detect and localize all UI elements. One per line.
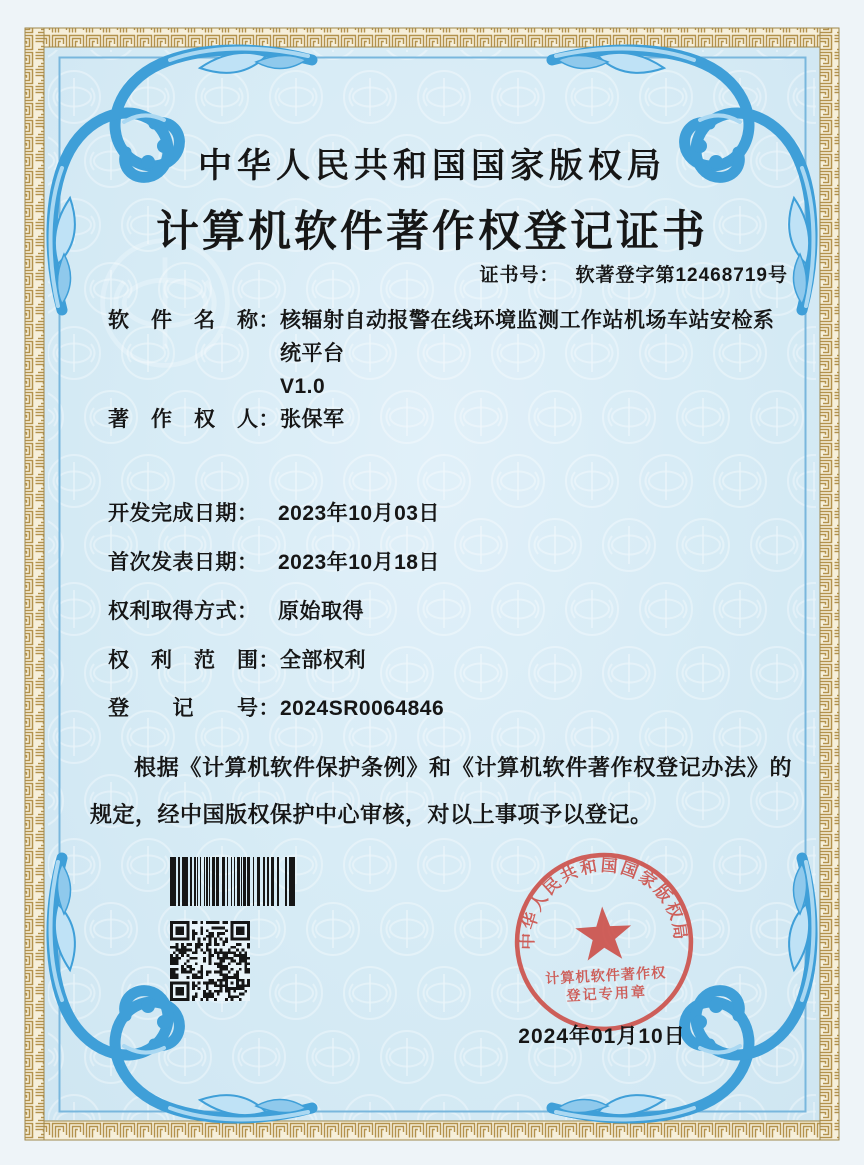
seal-ring-text: 中华人民共和国国家版权局 (518, 855, 691, 950)
field-value: 2023年10月03日 (278, 502, 440, 525)
field-label: 著 作 权 人： (108, 408, 280, 431)
field-value-version: V1.0 (280, 375, 326, 398)
field-label: 软 件 名 称： (108, 309, 280, 332)
barcode-bar (289, 857, 295, 906)
field-copyright-owner (108, 403, 345, 436)
field-value: 张保军 (280, 408, 345, 431)
field-label: 首次发表日期： (108, 551, 259, 574)
field-value: 原始取得 (278, 600, 364, 623)
field-first-publish-date (108, 546, 440, 579)
field-rights-acquisition (108, 595, 364, 628)
field-label: 权利取得方式： (108, 600, 259, 623)
seal-star-icon (574, 905, 633, 961)
certificate-title: 计算机软件著作权登记证书 (156, 208, 708, 256)
field-value-line2: 统平台 (280, 342, 345, 365)
field-dev-complete-date (108, 497, 440, 530)
field-label: 权 利 范 围： (108, 649, 280, 672)
field-value: 核辐射自动报警在线环境监测工作站机场车站安检系 (280, 309, 775, 332)
field-label: 开发完成日期： (108, 502, 259, 525)
authority-title: 中华人民共和国国家版权局 (198, 147, 666, 185)
field-registration-number (108, 692, 444, 725)
field-label: 登 记 号： (108, 697, 280, 720)
field-value: 全部权利 (280, 649, 366, 672)
certificate-number-label: 证书号： (479, 265, 560, 286)
certificate-number-value: 软著登字第12468719号 (575, 265, 788, 286)
field-software-name (108, 304, 775, 403)
seal-line2: 登记专用章 (565, 983, 648, 1004)
barcode (170, 857, 298, 906)
issue-date: 2024年01月10日 (518, 1025, 686, 1048)
field-value: 2024SR0064846 (280, 697, 445, 720)
seal-line1: 计算机软件著作权 (544, 964, 667, 987)
certificate-number (479, 260, 788, 287)
field-rights-scope (108, 644, 366, 677)
registration-statement: 根据《计算机软件保护条例》和《计算机软件著作权登记办法》的规定，经中国版权保护中心审核，对以上事项予以登记。 (90, 755, 792, 827)
qr-code (170, 921, 250, 1001)
field-value: 2023年10月18日 (278, 551, 440, 574)
official-seal (505, 843, 703, 1041)
